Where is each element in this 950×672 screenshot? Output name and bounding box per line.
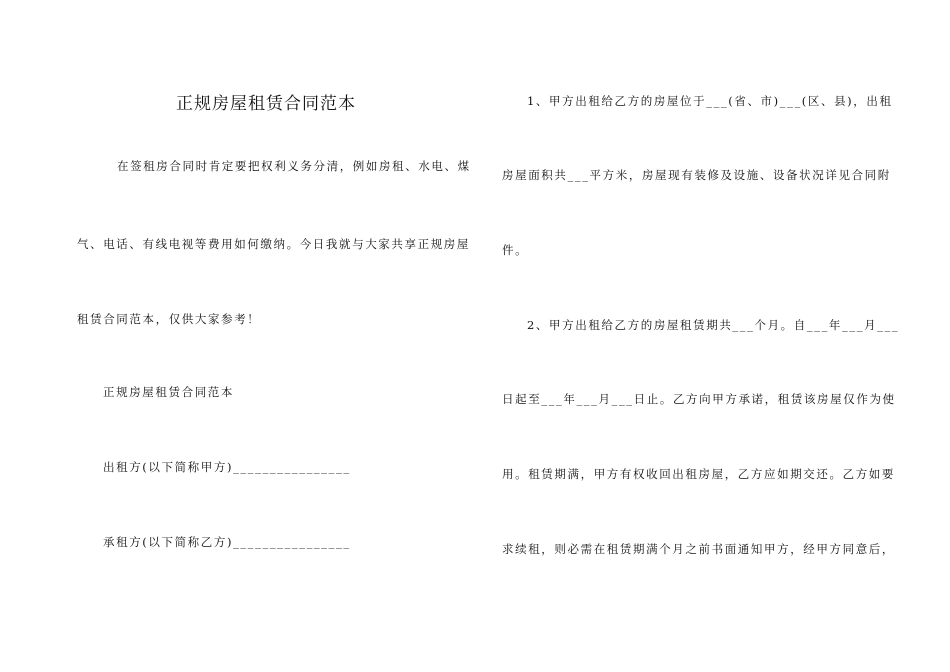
- lessee-field: [103, 534, 351, 550]
- clause-2-line-4: 求续租，则必需在租赁期满个月之前书面通知甲方，经甲方同意后，: [502, 542, 895, 556]
- clause-1-line-3: 件。: [502, 243, 529, 257]
- lessor-field: [103, 459, 351, 475]
- lessor-blank: ________________: [233, 460, 351, 474]
- intro-line-2: 气、电话、有线电视等费用如何缴纳。今日我就与大家共享正规房屋: [77, 237, 470, 251]
- clause-2-line-1: 2、甲方出租给乙方的房屋租赁期共___个月。自___年___月___: [527, 318, 900, 332]
- clause-1-line-2: 房屋面积共___平方米，房屋现有装修及设施、设备状况详见合同附: [502, 168, 891, 182]
- clause-2-line-2: 日起至___年___月___日止。乙方向甲方承诺，租赁该房屋仅作为使: [502, 392, 896, 406]
- clause-2-line-3: 用。租赁期满，甲方有权收回出租房屋，乙方应如期交还。乙方如要: [502, 467, 895, 481]
- clause-1-line-1: 1、甲方出租给乙方的房屋位于___(省、市)___(区、县)，出租: [527, 94, 893, 108]
- lessee-blank: ________________: [233, 535, 351, 549]
- lessor-label: 出租方(以下简称甲方): [103, 460, 234, 474]
- intro-line-1: 在签租房合同时肯定要把权利义务分清，例如房租、水电、煤: [117, 159, 471, 173]
- intro-line-3: 租赁合同范本，仅供大家参考！: [77, 312, 261, 326]
- contract-subtitle: 正规房屋租赁合同范本: [103, 385, 234, 399]
- page-title: 正规房屋租赁合同范本: [176, 94, 356, 114]
- lessee-label: 承租方(以下简称乙方): [103, 535, 234, 549]
